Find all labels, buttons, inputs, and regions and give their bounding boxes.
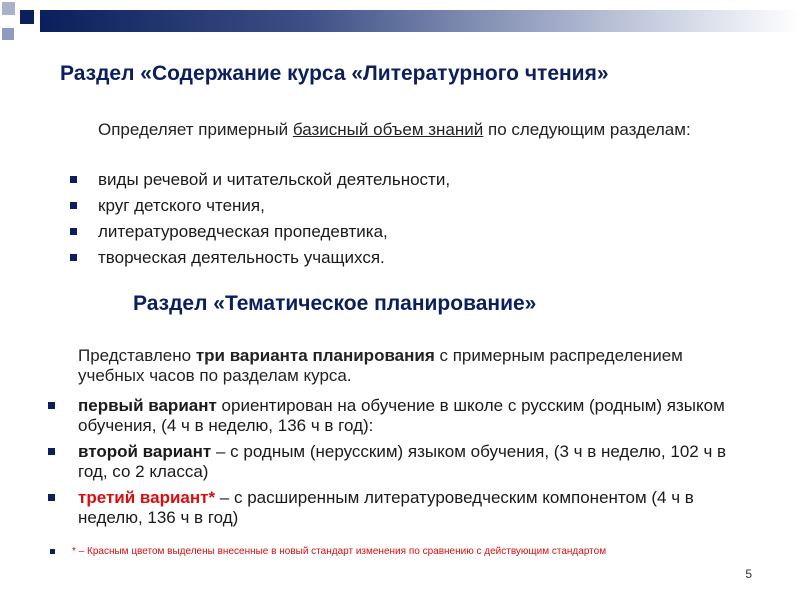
- section-subtitle: Раздел «Тематическое планирование»: [133, 292, 537, 315]
- list-item: [98, 196, 658, 216]
- planning-text-end: с примерным распределением учебных часов по разделам курса.: [78, 346, 683, 385]
- footnote-text: * – Красным цветом выделены внесенные в новый стандарт изменения по сравнению с действующим стандартом: [72, 546, 607, 557]
- gradient-bar: [40, 10, 800, 32]
- variant-item: [78, 488, 748, 528]
- variant-item: [78, 396, 748, 436]
- page-number: 5: [745, 567, 752, 581]
- sections-list: [98, 170, 658, 274]
- list-item-text: круг детского чтения,: [98, 196, 265, 215]
- bullet-icon: [48, 494, 55, 501]
- top-decoration: [0, 0, 800, 40]
- bullet-icon: [70, 202, 77, 209]
- intro-text-end: по следующим разделам:: [483, 120, 691, 139]
- variants-list: [78, 396, 748, 534]
- variant-text: ориентирован на обучение в школе с русским (родным) языком обучения, (4 ч в неделю, 136 ч в год):: [78, 396, 725, 435]
- planning-text: Представлено: [78, 346, 196, 365]
- intro-paragraph: [98, 120, 698, 140]
- intro-text: Определяет примерный: [98, 120, 293, 139]
- list-item-text: литературоведческая пропедевтика,: [98, 222, 388, 241]
- variant-text: – с расширенным литературоведческим компонентом (4 ч в неделю, 136 ч в год): [78, 488, 694, 527]
- bullet-icon: [70, 176, 77, 183]
- planning-bold: три варианта планирования: [195, 346, 435, 365]
- variant-text: – с родным (нерусским) языком обучения, (3 ч в неделю, 102 ч в год, со 2 класса): [78, 442, 727, 481]
- decor-square: [2, 2, 15, 15]
- bullet-icon: [70, 228, 77, 235]
- list-item: [98, 248, 658, 268]
- decor-square: [2, 28, 14, 40]
- list-item-text: творческая деятельность учащихся.: [98, 248, 385, 267]
- planning-paragraph: [78, 346, 738, 386]
- list-item-text: виды речевой и читательской деятельности,: [98, 170, 451, 189]
- variant-item: [78, 442, 748, 482]
- slide-title: Раздел «Содержание курса «Литературного чтения»: [60, 62, 609, 85]
- variant-name: первый вариант: [78, 396, 217, 415]
- bullet-icon: [70, 254, 77, 261]
- intro-underlined: базисный объем знаний: [292, 120, 484, 139]
- variant-name: второй вариант: [78, 442, 212, 461]
- list-item: [98, 170, 658, 190]
- bullet-icon: [48, 402, 55, 409]
- footnote: [72, 546, 606, 557]
- list-item: [98, 222, 658, 242]
- bullet-icon: [48, 448, 55, 455]
- decor-square: [20, 10, 34, 24]
- bullet-icon: [50, 549, 55, 554]
- variant-name-highlighted: третий вариант*: [78, 488, 216, 507]
